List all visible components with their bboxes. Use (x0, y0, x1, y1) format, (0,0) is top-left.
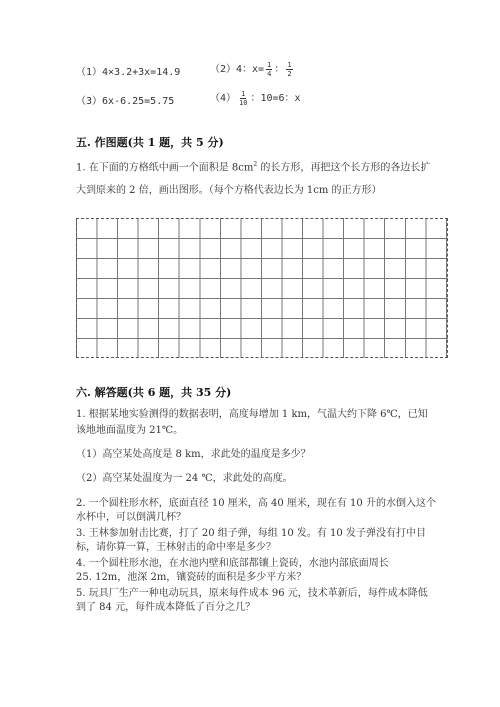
squared-superscript: 2 (253, 161, 258, 168)
equation-4-suffix: ：10=6：x (250, 93, 301, 104)
grid-paper[interactable] (76, 218, 448, 358)
fraction-numerator: 1 (287, 60, 292, 69)
question-1-subquestion-1: （1）高空某处高度是 8 km，求此处的温度是多少？ (76, 449, 311, 460)
question-2-line-1: 2. 一个圆柱形水杯，底面直径 10 厘米，高 40 厘米，现在有 10 升的水倒入这个 (76, 498, 436, 509)
question-1-line-1: 1. 根据某地实验测得的数据表明，高度每增加 1 km，气温大约下降 6℃，已知 (76, 409, 428, 420)
equation-2 (210, 60, 295, 78)
question-5-line-2: 到了 84 元，每件成本降低了百分之几？ (76, 602, 256, 613)
question-2-line-2: 水杯中，可以倒满几杯？ (76, 512, 186, 523)
fraction-denominator: 2 (287, 69, 292, 78)
drawing-question-text-b: 的长方形，再把这个长方形的各边长扩 (257, 162, 431, 174)
equation-2-prefix: （2）4：x= (210, 64, 265, 75)
question-1-line-2: 该地地面温度为 21℃。 (76, 425, 184, 436)
section-6-title: 六. 解答题(共 6 题，共 35 分) (76, 386, 232, 399)
fraction-half (286, 61, 292, 78)
equation-3: （3）6x-6.25=5.75 (76, 96, 175, 107)
question-5-line-1: 5. 玩具厂生产一种电动玩具，原来每件成本 96 元，技术革新后，每件成本降低 (76, 588, 428, 599)
section-5-title: 五. 作图题(共 1 题，共 5 分) (76, 136, 224, 149)
fraction-numerator: 1 (241, 89, 246, 98)
drawing-question-text-a: 1. 在下面的方格纸中画一个面积是 8cm (76, 162, 254, 174)
ratio-separator: ： (274, 64, 285, 75)
fraction-denominator: 10 (239, 98, 248, 107)
fraction-tenth (238, 90, 248, 107)
drawing-question-line-1 (76, 158, 430, 175)
question-4-line-2: 25. 12m，池深 2m，镶瓷砖的面积是多少平方米？ (76, 572, 307, 583)
drawing-question-line-2: 大到原来的 2 倍，画出图形。（每个方格代表边长为 1cm 的正方形） (76, 185, 382, 196)
fraction-denominator: 4 (267, 69, 272, 78)
fraction-numerator: 1 (267, 60, 272, 69)
question-3-line-2: 标，请你算一算，王林射击的命中率是多少？ (76, 542, 276, 553)
question-1-subquestion-2: （2）高空某处温度为一 24 ℃，求此处的高度。 (76, 473, 293, 484)
equation-4 (210, 89, 301, 107)
question-4-line-1: 4. 一个圆柱形水池，在水池内壁和底部都镶上瓷砖，水池内部底面周长 (76, 558, 389, 569)
equation-1: （1）4×3.2+3x=14.9 (76, 67, 181, 78)
question-3-line-1: 3. 王林参加射击比赛，打了 20 组子弹，每组 10 发。有 10 发子弹没有打中目 (76, 528, 426, 539)
equation-4-prefix: （4） (210, 93, 237, 104)
fraction-quarter (266, 61, 272, 78)
